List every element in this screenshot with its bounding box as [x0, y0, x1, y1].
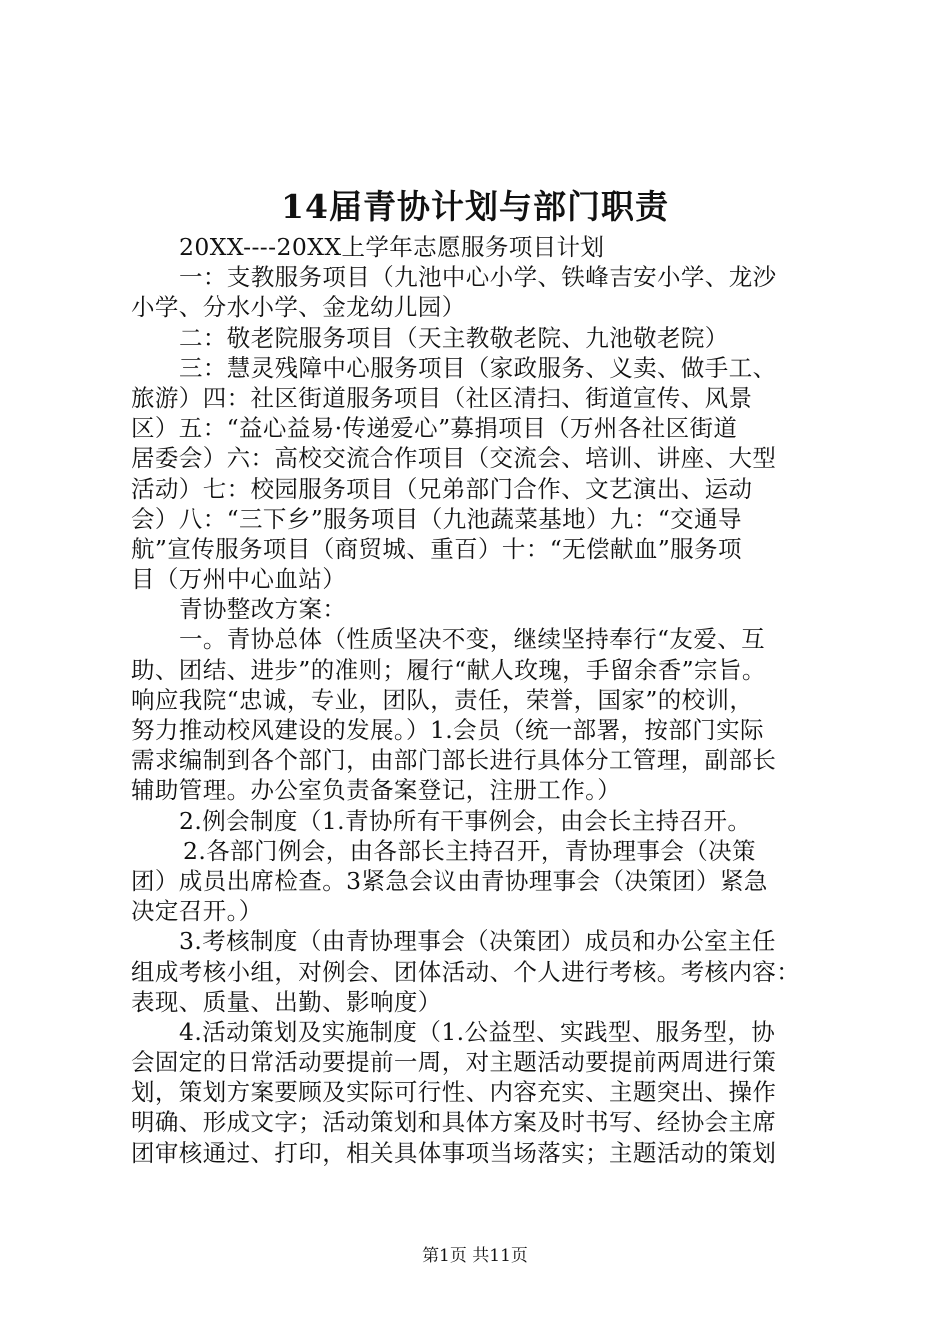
body-line: 3.考核制度（由青协理事会（决策团）成员和办公室主任 [179, 927, 776, 956]
body-line: 一。青协总体（性质坚决不变，继续坚持奉行“友爱、互 [179, 625, 766, 654]
body-line: 居委会）六：高校交流合作项目（交流会、培训、讲座、大型 [131, 444, 777, 473]
body-line: 航”宣传服务项目（商贸城、重百）十：“无偿献血”服务项 [131, 534, 742, 563]
body-line: 区）五：“益心益易·传递爱心”募捐项目（万州各社区街道 [131, 414, 738, 443]
body-line: 2.例会制度（1.青协所有干事例会，由会长主持召开。 [179, 806, 752, 835]
body-line: 会固定的日常活动要提前一周，对主题活动要提前两周进行策 [131, 1048, 777, 1077]
body-line: 目（万州中心血站） [131, 565, 347, 594]
body-line: 活动）七：校园服务项目（兄弟部门合作、文艺演出、运动 [131, 474, 753, 503]
body-line: 团审核通过、打印，相关具体事项当场落实；主题活动的策划 [131, 1138, 777, 1167]
body-line: 划，策划方案要顾及实际可行性、内容充实、主题突出、操作 [131, 1078, 777, 1107]
page-footer: 第1页 共11页 [422, 1246, 528, 1266]
body-line: 三：慧灵残障中心服务项目（家政服务、义卖、做手工、 [179, 353, 777, 382]
document-title: 14届青协计划与部门职责 [281, 187, 669, 226]
body-line: 4.活动策划及实施制度（1.公益型、实践型、服务型，协 [179, 1017, 776, 1046]
body-line: 努力推动校风建设的发展。）1.会员（统一部署，按部门实际 [131, 716, 764, 744]
body-line: 表现、质量、出勤、影响度） [131, 987, 442, 1016]
body-line: 需求编制到各个部门，由部门部长进行具体分工管理，副部长 [131, 746, 777, 775]
body-line: 组成考核小组，对例会、团体活动、个人进行考核。考核内容： [131, 957, 801, 986]
body-line: 20XX----20XX上学年志愿服务项目计划 [179, 233, 605, 261]
body-line: 2.各部门例会，由各部长主持召开，青协理事会（决策 [183, 836, 756, 865]
body-line: 旅游）四：社区街道服务项目（社区清扫、街道宣传、风景 [131, 383, 753, 412]
body-line: 小学、分水小学、金龙幼儿园） [131, 293, 466, 322]
body-line: 助、团结、进步”的准则；履行“献人玫瑰，手留余香”宗旨。 [131, 655, 766, 684]
body-line: 团）成员出席检查。3紧急会议由青协理事会（决策团）紧急 [131, 866, 768, 895]
document-body [131, 232, 831, 1168]
body-line: 青协整改方案： [179, 595, 347, 624]
body-line: 辅助管理。办公室负责备案登记，注册工作。） [131, 776, 622, 805]
body-line: 响应我院“忠诚，专业，团队，责任，荣誉，国家”的校训， [131, 685, 754, 714]
body-line: 明确、形成文字；活动策划和具体方案及时书写、经协会主席 [131, 1108, 777, 1137]
body-line: 一：支教服务项目（九池中心小学、铁峰吉安小学、龙沙 [179, 263, 777, 292]
body-line: 会）八：“三下乡”服务项目（九池蔬菜基地）九：“交通导 [131, 504, 742, 533]
body-line: 决定召开。） [131, 897, 263, 926]
body-line: 二：敬老院服务项目（天主教敬老院、九池敬老院） [179, 323, 729, 352]
